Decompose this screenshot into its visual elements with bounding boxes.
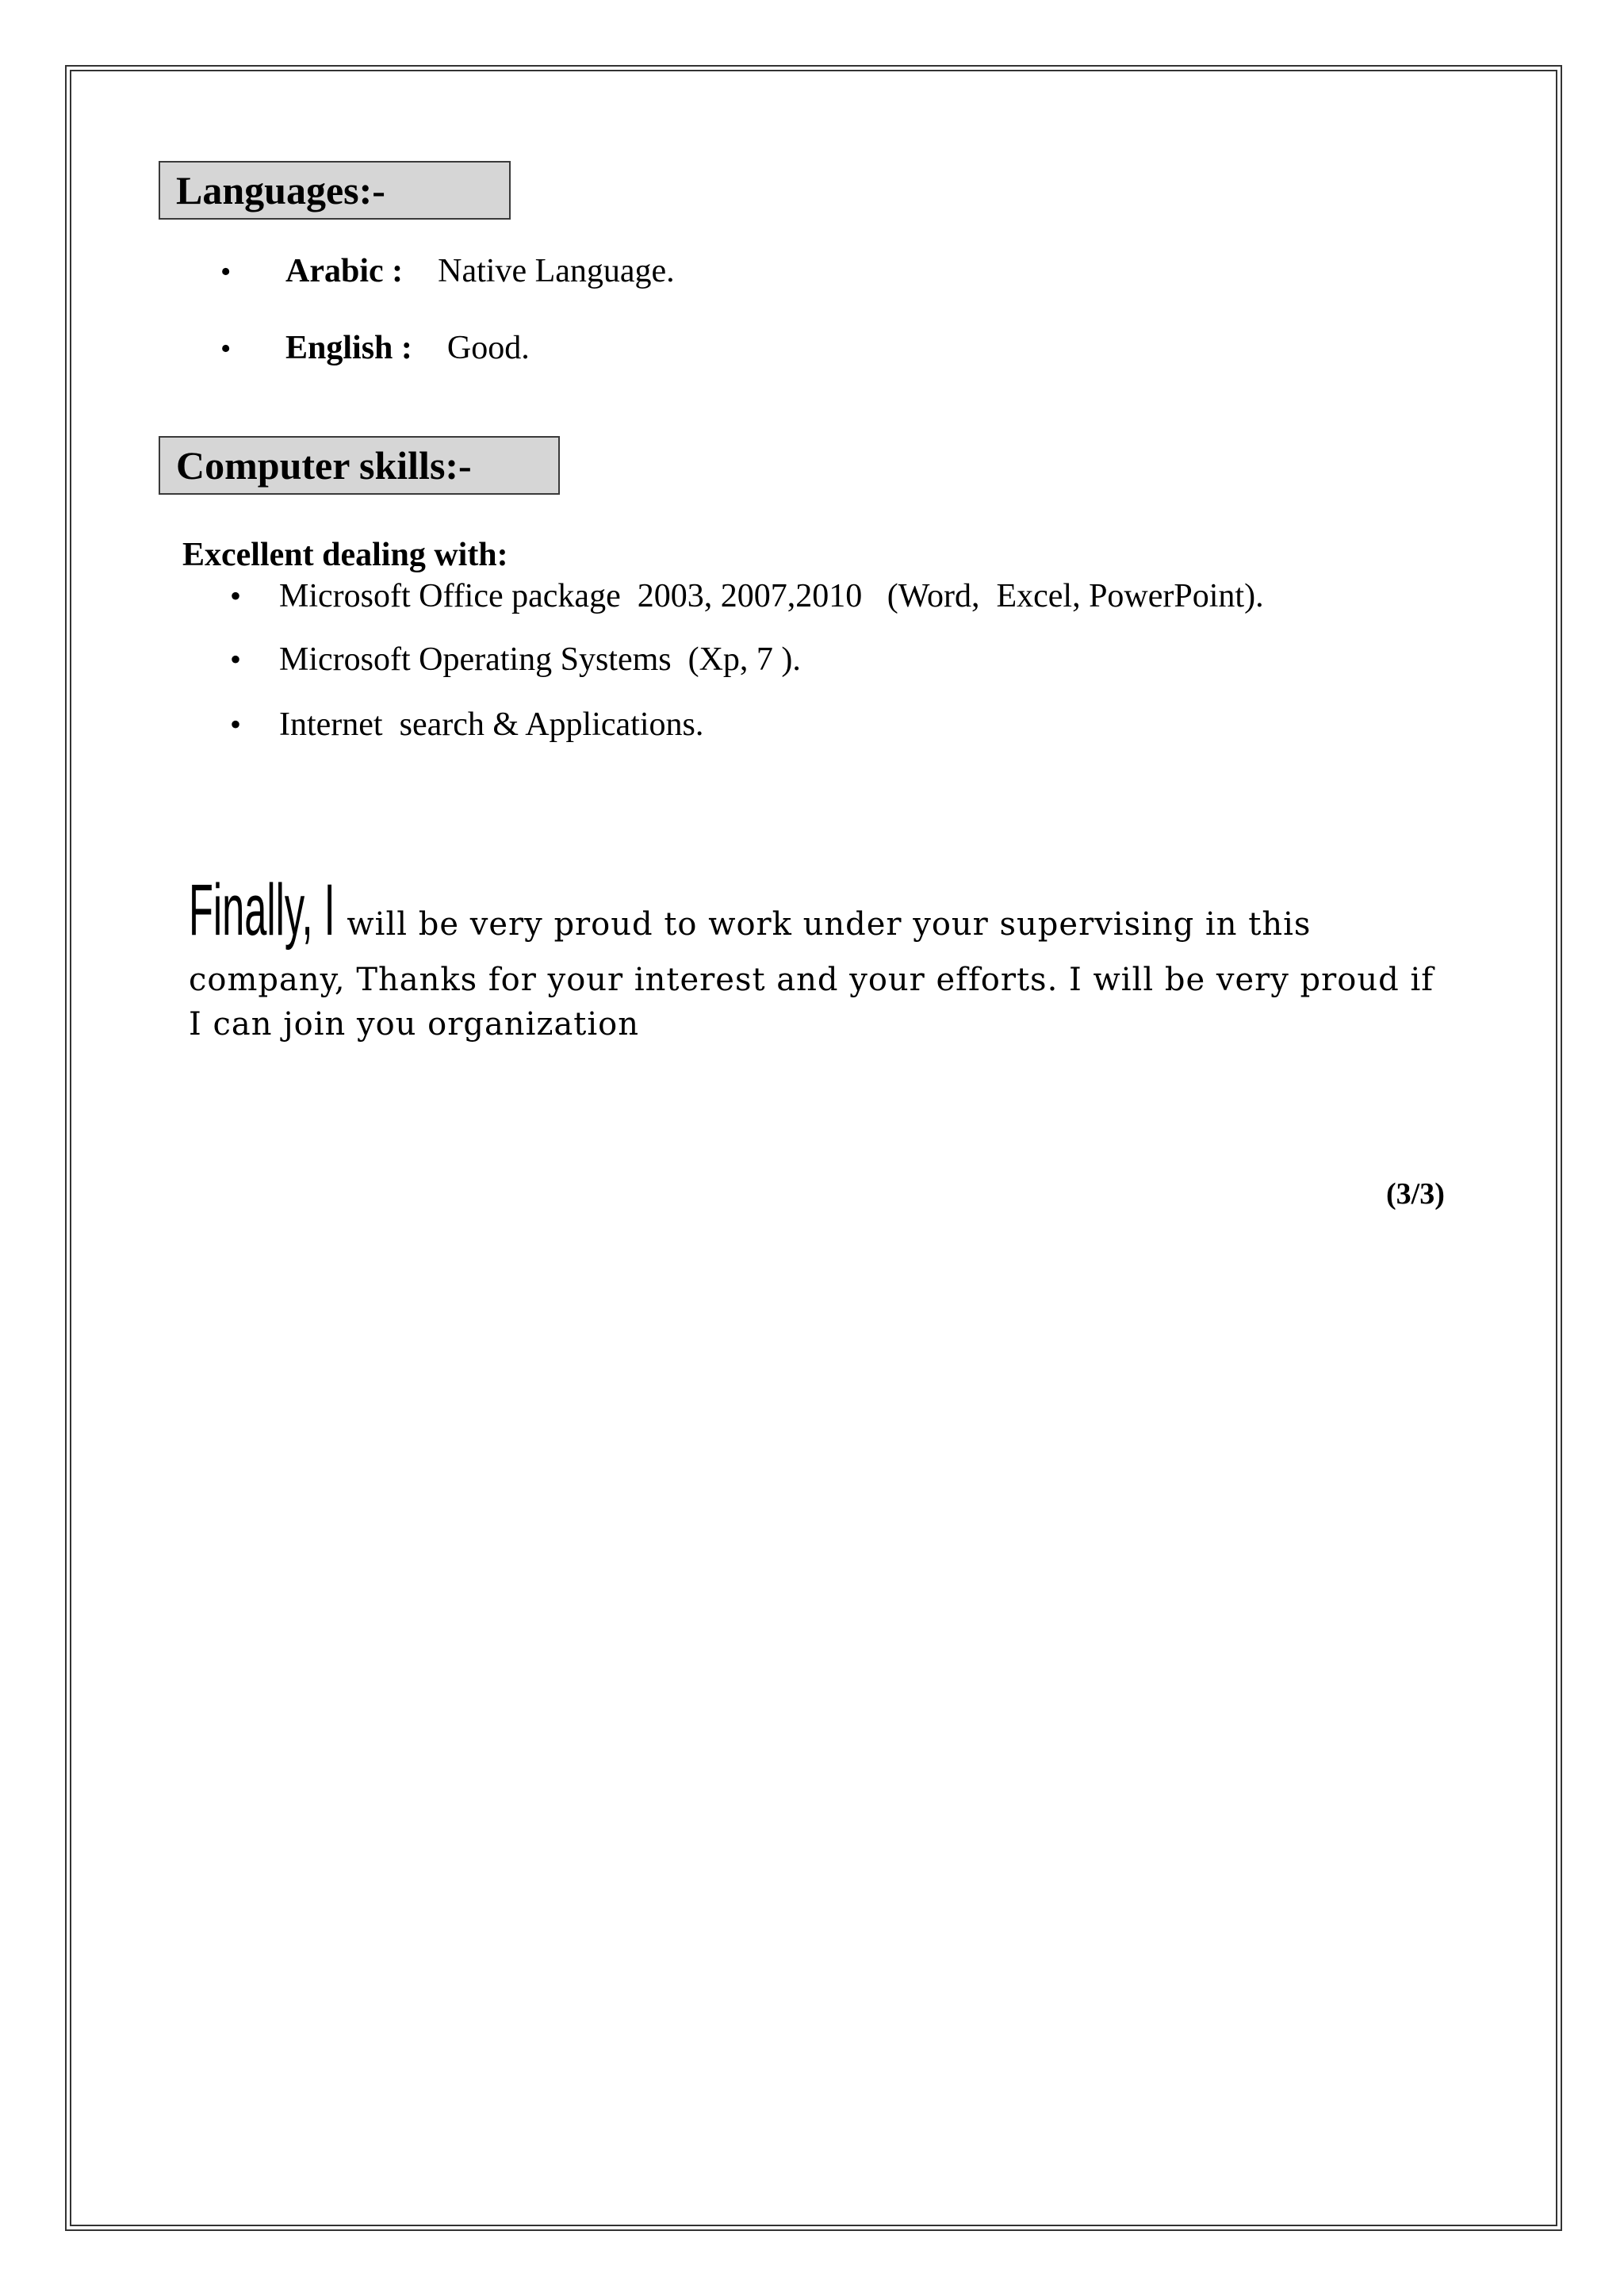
languages-heading-text: Languages:- bbox=[176, 168, 385, 212]
bullet-icon: • bbox=[230, 578, 242, 614]
language-level: Good. bbox=[446, 330, 530, 366]
skill-item-office bbox=[230, 577, 1264, 615]
closing-line-3: I can join you organization bbox=[189, 1006, 639, 1043]
language-name: English : bbox=[285, 330, 412, 366]
closing-paragraph bbox=[189, 870, 1505, 1047]
closing-lead: Finally, I bbox=[189, 870, 335, 951]
closing-line-1-rest: will be very proud to work under your supervising in this bbox=[347, 906, 1312, 943]
closing-line-2: company, Thanks for your interest and your efforts. I will be very proud if bbox=[189, 962, 1434, 998]
computer-skills-heading bbox=[159, 436, 560, 495]
language-item-arabic bbox=[220, 252, 675, 290]
language-name: Arabic : bbox=[285, 253, 404, 289]
bullet-icon: • bbox=[230, 706, 242, 742]
page-number: (3/3) bbox=[1386, 1177, 1445, 1211]
skill-item-internet bbox=[230, 706, 703, 744]
skill-text: Internet search & Applications. bbox=[279, 706, 704, 743]
skill-text: Microsoft Operating Systems (Xp, 7 ). bbox=[279, 641, 801, 678]
bullet-icon: • bbox=[230, 641, 242, 677]
computer-skills-heading-text: Computer skills:- bbox=[176, 443, 472, 488]
skills-intro: Excellent dealing with: bbox=[182, 537, 508, 573]
bullet-icon: • bbox=[220, 332, 232, 365]
language-level: Native Language. bbox=[438, 253, 675, 289]
skill-item-os bbox=[230, 641, 801, 679]
languages-heading bbox=[159, 161, 511, 220]
skill-text: Microsoft Office package 2003, 2007,2010 (Word, Excel, PowerPoint). bbox=[279, 578, 1264, 614]
bullet-icon: • bbox=[220, 255, 232, 289]
language-item-english bbox=[220, 329, 530, 367]
page-border-inner bbox=[70, 70, 1557, 2226]
closing-line-1 bbox=[189, 870, 1505, 951]
